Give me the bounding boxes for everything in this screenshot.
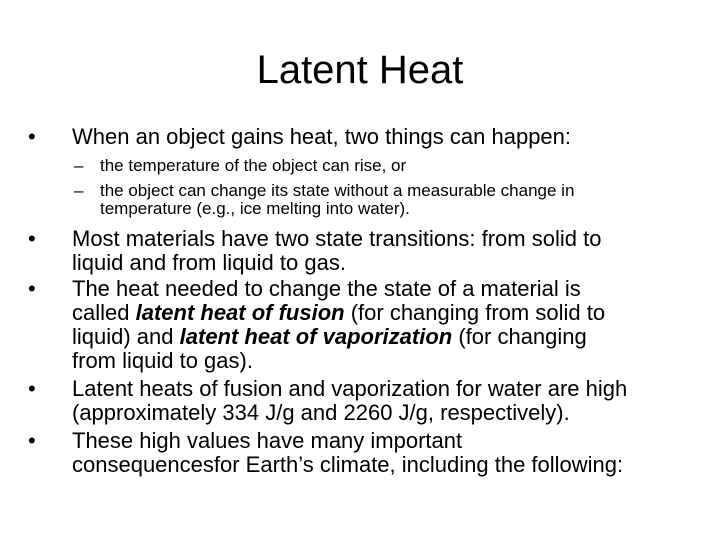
sub-dash: – bbox=[74, 156, 84, 175]
bullet-3-line-4: from liquid to gas). bbox=[72, 348, 253, 373]
text-run: liquid) and bbox=[72, 324, 180, 349]
sub-bullet-2: the object can change its state without a measurable change in bbox=[100, 181, 575, 200]
bullet-5-line-1: These high values have many important bbox=[72, 428, 463, 453]
text-run: (for changing from solid to bbox=[344, 300, 606, 325]
bullet-glyph: • bbox=[28, 376, 36, 401]
sub-dash: – bbox=[74, 181, 84, 200]
bullet-glyph: • bbox=[28, 124, 36, 149]
sub-bullet-2-cont: temperature (e.g., ice melting into water). bbox=[100, 199, 410, 218]
bullet-4-line-2: (approximately 334 J/g and 2260 J/g, respectively). bbox=[72, 400, 570, 425]
slide-title: Latent Heat bbox=[256, 48, 464, 92]
bullet-glyph: • bbox=[28, 276, 36, 301]
bullet-4-line-1: Latent heats of fusion and vaporization for water are high bbox=[72, 376, 628, 401]
bullet-2-line-2: liquid and from liquid to gas. bbox=[72, 250, 346, 275]
bullet-glyph: • bbox=[28, 428, 36, 453]
bullet-3-line-2 bbox=[72, 300, 605, 326]
bullet-glyph: • bbox=[28, 226, 36, 251]
bullet-5-line-2: consequencesfor Earth’s climate, including the following: bbox=[72, 452, 624, 477]
bullet-1-text: When an object gains heat, two things can happen: bbox=[72, 124, 572, 149]
text-run: (for changing bbox=[452, 324, 587, 349]
bullet-3-line-3 bbox=[72, 324, 587, 350]
bullet-3-line-1: The heat needed to change the state of a material is bbox=[72, 276, 581, 301]
term-latent-heat-of-fusion: latent heat of fusion bbox=[135, 300, 345, 325]
text-run: called bbox=[72, 300, 136, 325]
sub-bullet-1: the temperature of the object can rise, or bbox=[100, 156, 407, 175]
bullet-2-line-1: Most materials have two state transitions: from solid to bbox=[72, 226, 602, 251]
term-latent-heat-of-vaporization: latent heat of vaporization bbox=[179, 324, 453, 349]
